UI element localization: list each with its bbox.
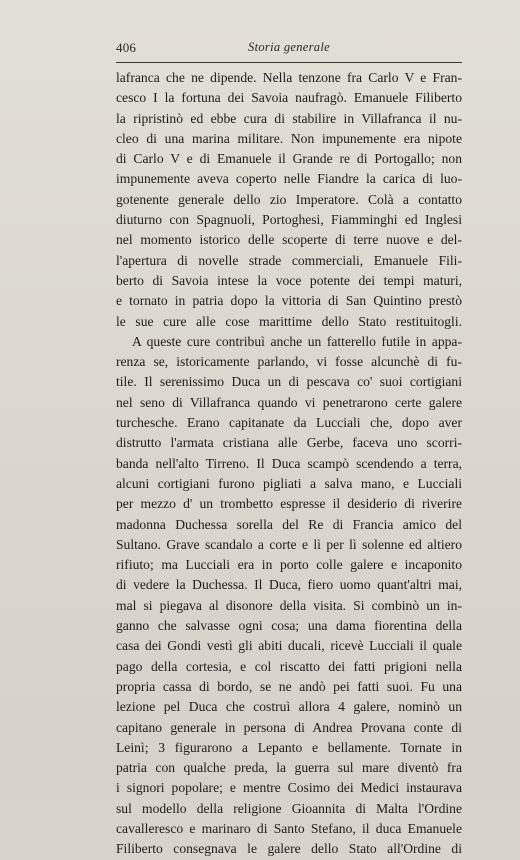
text-line: cesco I la fortuna dei Savoia naufragò. Emanuele Filiberto bbox=[116, 90, 462, 106]
text-line: tile. Il serenissimo Duca un di pescava co' suoi cortigiani bbox=[116, 374, 462, 390]
text-line: patria con qualche preda, la guerra sul mare diventò fra bbox=[116, 760, 462, 776]
text-line: di Carlo V e di Emanuele il Grande re di Portogallo; non bbox=[116, 151, 462, 167]
text-line: cavalleresco e marinaro di Santo Stefano, il duca Emanuele bbox=[116, 820, 462, 836]
text-line: Filiberto consegnava le galere dello Stato all'Ordine di bbox=[116, 841, 462, 857]
text-line: nel momento istorico delle scoperte di terre nuove e del- bbox=[116, 232, 462, 248]
text-line: casa dei Gondi vestì gli abiti ducali, ricevè Lucciali il quale bbox=[116, 638, 462, 654]
text-line: capitano generale in persona di Andrea Provana conte di bbox=[116, 719, 462, 735]
page-header bbox=[116, 40, 462, 62]
text-line: le sue cure alle cose marittime dello Stato restituitogli. bbox=[116, 313, 462, 329]
text-line: alcuni cortigiani furono pigliati a salva mano, e Lucciali bbox=[116, 475, 462, 491]
text-line: renza se, istoricamente parlando, vi fosse alcunchè di fu- bbox=[116, 354, 462, 370]
text-line: e tornato in patria dopo la vittoria di San Quintino prestò bbox=[116, 293, 462, 309]
text-line: distrutto l'armata cristiana alle Gerbe, faceva uno scorri- bbox=[116, 435, 462, 451]
text-line: cleo di una marina militare. Non impunemente era nipote bbox=[116, 130, 462, 146]
running-title: Storia generale bbox=[248, 40, 330, 54]
text-line: lafranca che ne dipende. Nella tenzone fra Carlo V e Fran- bbox=[116, 70, 462, 85]
text-line: Sultano. Grave scandalo a corte e lì per lì solenne ed altiero bbox=[116, 536, 462, 552]
text-line: pago della cortesia, e col riscatto dei fatti prigioni nella bbox=[116, 658, 462, 674]
text-line: berto di Savoia intese la voce potente dei tempi maturi, bbox=[116, 272, 462, 288]
text-line: i signori popolare; e mentre Cosimo dei Medici instaurava bbox=[116, 780, 462, 796]
text-line: l'apertura di novelle strade commerciali, Emanuele Fili- bbox=[116, 252, 462, 268]
text-line: impunemente aveva coperto nelle Fiandre la carica di luo- bbox=[116, 171, 462, 187]
text-line: rifiuto; ma Lucciali era in porto colle galere e incaponito bbox=[116, 557, 462, 573]
text-line: propria cassa di bordo, se ne andò pei fatti suoi. Fu una bbox=[116, 678, 462, 694]
text-line: diuturno con Spagnuoli, Portoghesi, Fiamminghi ed Inglesi bbox=[116, 212, 462, 228]
header-rule bbox=[116, 62, 462, 63]
text-line: Leinì; 3 figurarono a Lepanto e bellamente. Tornate in bbox=[116, 739, 462, 755]
text-line: lezione pel Duca che costruì allora 4 galere, nominò un bbox=[116, 699, 462, 715]
text-line: banda nell'alto Tirreno. Il Duca scampò scendendo a terra, bbox=[116, 455, 462, 471]
text-line: per mezzo d' un trombetto espresse il desiderio di riverire bbox=[116, 496, 462, 512]
text-line: di vedere la Duchessa. Il Duca, fiero uomo quant'altri mai, bbox=[116, 577, 462, 593]
text-line: nel seno di Villafranca quando vi penetrarono certe galere bbox=[116, 394, 462, 410]
text-line: sul modello della religione Gioannita di Malta l'Ordine bbox=[116, 800, 462, 816]
text-line: la ripristinò ed ebbe cura di stabilire in Villafranca il nu- bbox=[116, 110, 462, 126]
text-line: A queste cure contribuì anche un fatterello futile in appa- bbox=[132, 333, 462, 349]
body-text bbox=[116, 68, 462, 860]
text-line: mal si piegava al disonore della visita. Si combinò un in- bbox=[116, 597, 462, 613]
text-line: turchesche. Erano capitanate da Lucciali che, dopo aver bbox=[116, 415, 462, 431]
text-line: ganno che salvasse ogni cosa; una dama fiorentina della bbox=[116, 618, 462, 634]
page-number: 406 bbox=[116, 40, 137, 55]
text-line: madonna Duchessa sorella del Re di Francia amico del bbox=[116, 516, 462, 532]
text-line: gotenente generale dello zio Imperatore. Colà a contatto bbox=[116, 191, 462, 207]
